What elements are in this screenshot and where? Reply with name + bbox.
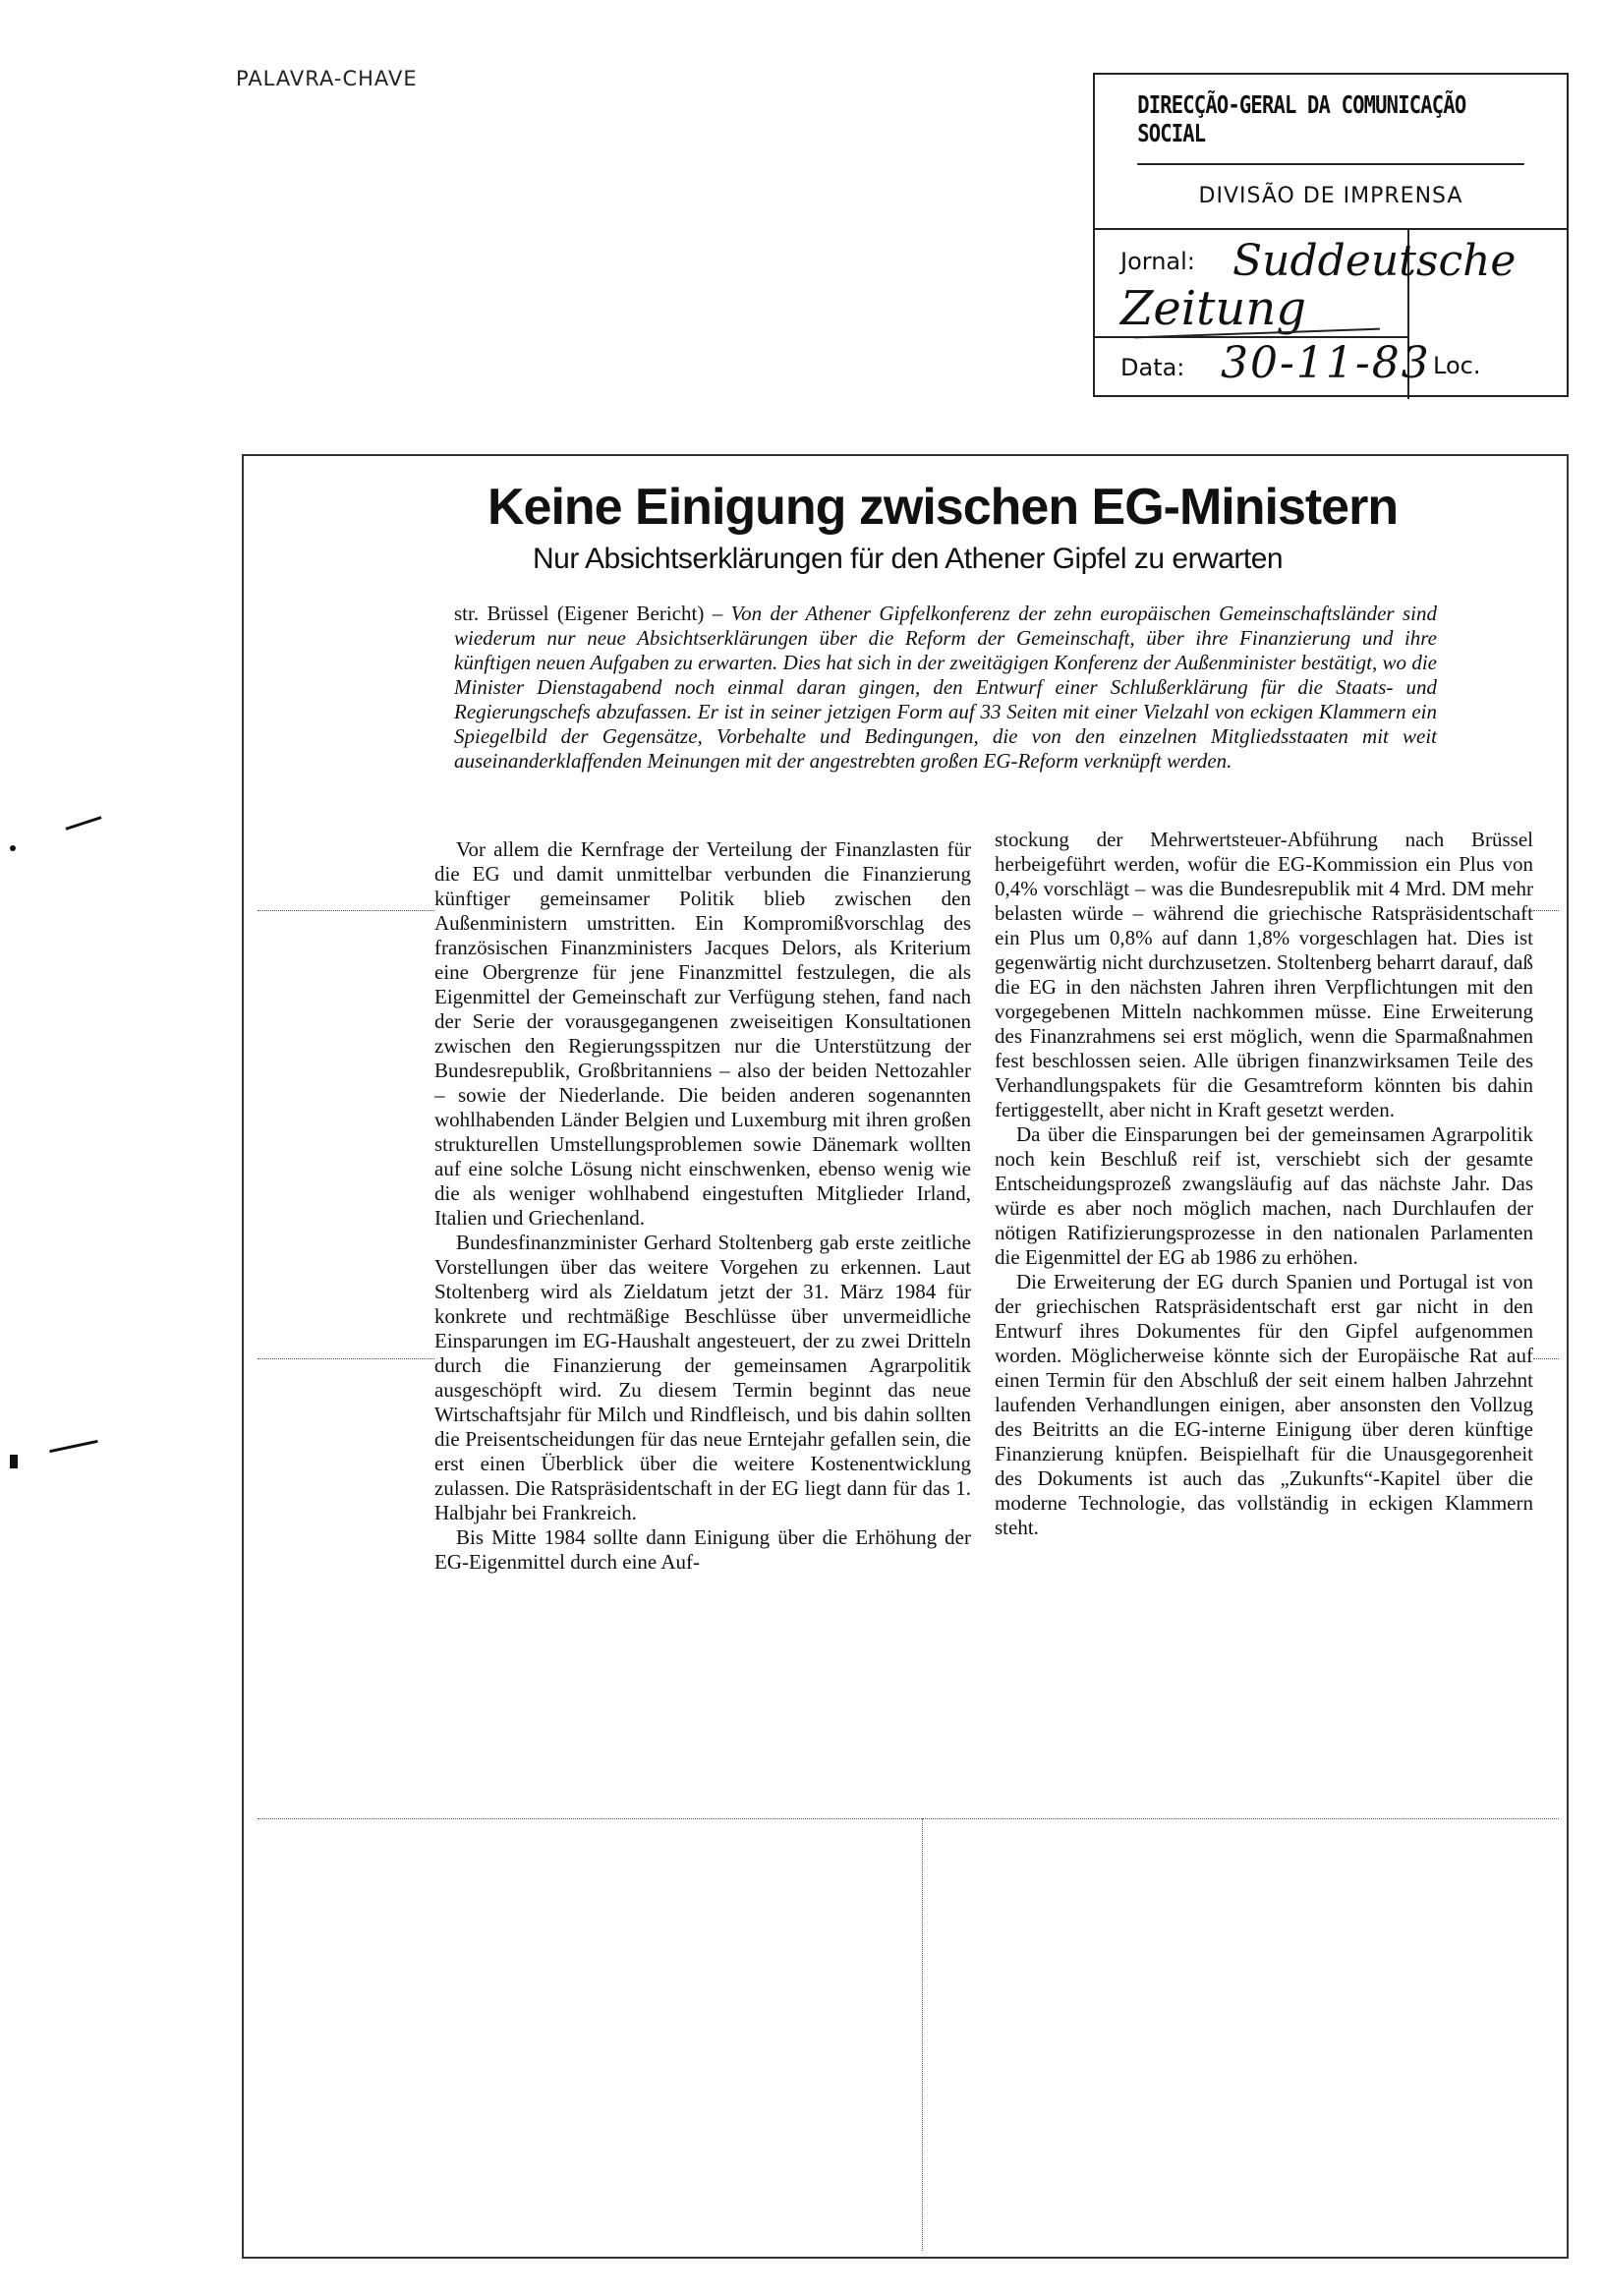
scan-mark: [10, 1455, 18, 1468]
article-headline: Keine Einigung zwischen EG-Ministern: [487, 479, 1399, 536]
paragraph: stockung der Mehrwertsteuer-Abführung nach Brüssel herbeigeführt werden, wofür die EG-Kommission ein Plus von 0,4% vorschlägt – was die Bundesrepublik mit 4 Mrd. DM mehr belasten würde – während die griechische Ratspräsidentschaft ein Plus um 0,8% auf dann 1,8% vorgeschlagen hat. Dies ist gegenwärtig nicht durchzusetzen. Stoltenberg beharrt darauf, daß die EG in den nächsten Jahren ihren Verpflichtungen mit den vorgegebenen Mitteln nachkommen müsse. Eine Erweiterung des Finanzrahmens sei erst möglich, wenn die Sparmaßnahmen fest beschlossen seien. Alle übrigen finanzwirksamen Teile des Verhandlungspakets für die Gesamtreform könnten bis dahin fertiggestellt, aber nicht in Kraft gesetzt werden.: [995, 828, 1533, 1121]
stamp-division: DIVISÃO DE IMPRENSA: [1095, 163, 1567, 230]
stamp-jornal-label: Jornal:: [1120, 248, 1195, 275]
paragraph: Vor allem die Kernfrage der Verteilung der Finanzlasten für die EG und damit unmittelbar verbunden die Finanzierung künftiger gemeinsamer Politik blieb zwischen den Außenministern umstritten. Ein Kompromißvorschlag des französischen Finanzministers Jacques Delors, als Kriterium eine Obergrenze für jene Finanzmittel festzulegen, die als Eigenmittel der Gemeinschaft zur Verfügung stehen, fand nach der Serie der vorausgegangenen zweiseitigen Konsultationen zwischen den Regierungsspitzen nur die Unterstützung der Bundesrepublik, Großbritanniens – also der beiden Nettozahler – sowie der Niederlande. Die beiden anderen sogenannten wohlhabenden Länder Belgien und Luxemburg mit ihren großen strukturellen Umstellungsproblemen sowie Dänemark wollten auf eine solche Lösung nicht einschwenken, ebenso wenig wie die als weniger wohlhabend eingestuften Mitglieder Irland, Italien und Griechenland.: [434, 837, 971, 1230]
stamp-data-value: 30-11-83: [1221, 338, 1431, 388]
article-lead: [454, 602, 1437, 774]
article-column-2: [995, 828, 1533, 1540]
lead-text: Von der Athener Gipfelkonferenz der zehn europäischen Gemeinschaftsländer sind wiederum nur neue Absichtserklärungen über die Reform der Gemeinschaft, über ihre Finanzierung und ihre künftigen neuen Aufgaben zu erwarten. Dies hat sich in der zweitägigen Konferenz der Außenminister bestätigt, wo die Minister Dienstagabend noch einmal daran gingen, den Entwurf einer Schlußerklärung für die Staats- und Regierungschefs abzufassen. Er ist in seiner jetzigen Form auf 33 Seiten mit einer Vielzahl von eckigen Klammern ein Spiegelbild der Gegensätze, Vorbehalte und Bedingungen, die von den einzelnen Mitgliedsstaaten mit weit auseinanderklaffenden Meinungen mit der angestrebten großen EG-Reform verknüpft werden.: [454, 602, 1437, 773]
scan-mark: [49, 1440, 98, 1453]
cut-guide: [258, 910, 434, 911]
stamp-jornal-value: Suddeutsche: [1232, 236, 1517, 286]
article-column-1: [434, 837, 971, 1575]
cut-guide: [258, 1818, 1559, 1819]
scan-mark: [65, 816, 101, 831]
paragraph: Da über die Einsparungen bei der gemeinsamen Agrarpolitik noch kein Beschluß reif ist, verschiebt sich der gesamte Entscheidungsprozeß zwangsläufig auf das nächste Jahr. Das würde es aber noch möglich machen, nach Durchlaufen der nötigen Ratifizierungsprozesse in den nationalen Parlamenten die Eigenmittel der EG ab 1986 zu erhöhen.: [995, 1122, 1533, 1269]
paragraph: Bundesfinanzminister Gerhard Stoltenberg gab erste zeitliche Vorstellungen über das weitere Vorgehen zu erkennen. Laut Stoltenberg wird als Zieldatum jetzt der 31. März 1984 für konkrete und rechtmäßige Beschlüsse über unvermeidliche Einsparungen im EG-Haushalt angesteuert, der zu zwei Dritteln durch die Finanzierung der gemeinsamen Agrarpolitik ausgeschöpft wird. Zu diesem Termin beginnt das neue Wirtschaftsjahr für Milch und Rindfleisch, und bis dahin sollten die Preisentscheidungen für das neue Erntejahr gefallen sein, die erst einen Überblick über die weitere Kostenentwicklung zulassen. Die Ratspräsidentschaft in der EG liegt dann für das 1. Halbjahr bei Frankreich.: [434, 1231, 971, 1524]
stamp-loc-label: Loc.: [1433, 352, 1481, 379]
cut-guide: [1533, 1358, 1559, 1359]
press-stamp: [1093, 73, 1569, 397]
stamp-jornal-value-2: Zeitung: [1120, 281, 1306, 336]
stamp-data-label: Data:: [1120, 354, 1185, 381]
article-subheadline: Nur Absichtserklärungen für den Athener Gipfel zu erwarten: [533, 543, 1284, 575]
paragraph: Bis Mitte 1984 sollte dann Einigung über die Erhöhung der EG-Eigenmittel durch eine Auf-: [434, 1525, 971, 1574]
scan-mark: [10, 845, 16, 851]
cut-guide: [922, 1818, 923, 2251]
keyword-label: PALAVRA-CHAVE: [236, 67, 418, 90]
stamp-agency: DIRECÇÃO-GERAL DA COMUNICAÇÃO SOCIAL: [1137, 75, 1524, 165]
cut-guide: [258, 1358, 434, 1359]
cut-guide: [1533, 910, 1559, 911]
paragraph: Die Erweiterung der EG durch Spanien und Portugal ist von der griechischen Ratspräsidentschaft erst gar nicht in den Entwurf ihres Dokumentes für den Gipfel aufgenommen worden. Möglicherweise könnte sich der Europäische Rat auf einen Termin für den Abschluß der seit einem halben Jahrzehnt laufenden Verhandlungen einigen, aber ansonsten den Vollzug des Beitritts an die EG-interne Einigung über deren künftige Finanzierung knüpfen. Beispielhaft für die Unausgegorenheit des Dokuments ist auch das „Zukunfts“-Kapitel über die moderne Technologie, das vollständig in eckigen Klammern steht.: [995, 1270, 1533, 1539]
lead-dateline: str. Brüssel (Eigener Bericht) –: [454, 602, 723, 625]
